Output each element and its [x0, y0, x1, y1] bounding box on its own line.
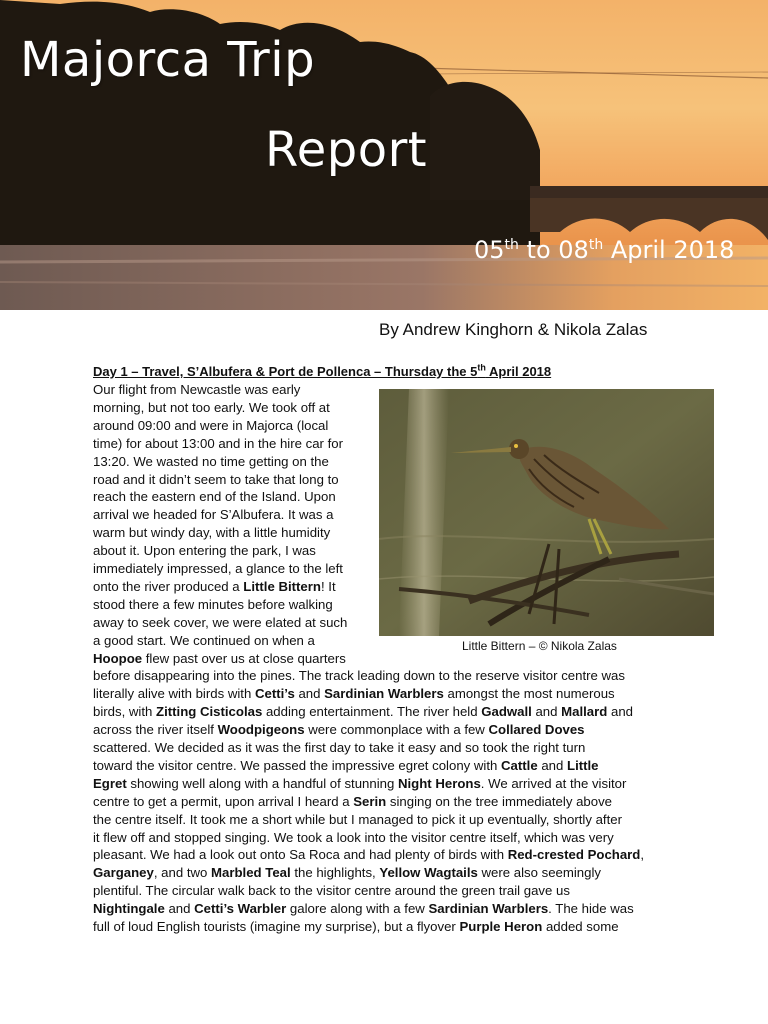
bird-species-name: Zitting Cisticolas [156, 704, 263, 720]
bird-species-name: Cattle [501, 757, 538, 773]
report-title-line2: Report [265, 122, 428, 178]
body-text-line [93, 811, 622, 829]
body-text-line [93, 685, 615, 703]
body-text-run: and [607, 704, 633, 720]
body-text-run: pleasant. We had a look out onto Sa Roca and had plenty of birds with [93, 847, 508, 863]
bird-species-name: Gadwall [481, 704, 532, 720]
body-text-run: morning, but not too early. We took off at [93, 399, 330, 415]
body-text-run: , and two [153, 865, 212, 881]
bird-species-name: Sardinian Warblers [428, 901, 549, 917]
body-text-line [93, 864, 601, 882]
body-text-run: adding entertainment. The river held [262, 704, 482, 720]
trip-dates: 05th to 08th April 2018 [474, 236, 735, 264]
header-banner-photo [0, 0, 768, 310]
author-byline: By Andrew Kinghorn & Nikola Zalas [379, 320, 648, 339]
body-text-line [93, 739, 585, 757]
body-text-run: birds, with [93, 704, 157, 720]
body-text-run: time) for about 13:00 and in the hire car for [93, 435, 343, 451]
body-text-line [93, 453, 329, 471]
body-text-line [93, 542, 316, 560]
body-text-run: , [640, 847, 645, 863]
body-text-line [93, 900, 634, 918]
body-text-line [93, 596, 333, 614]
body-text-line [93, 829, 614, 847]
body-text-line [93, 632, 315, 650]
body-text-run: Our flight from Newcastle was early [93, 382, 301, 397]
bird-species-name: Little [567, 757, 599, 773]
bird-species-name: Night Herons [397, 775, 481, 791]
bird-species-name: Hoopoe [93, 650, 143, 666]
body-text-run: the highlights, [290, 865, 380, 881]
body-text-run: galore along with a few [286, 901, 429, 917]
body-text-run: around 09:00 and were in Majorca (local [93, 417, 329, 433]
body-text-run: added some [542, 919, 619, 934]
body-text-run: were also seemingly [477, 865, 601, 881]
body-text-line [93, 560, 343, 578]
body-text-run: it flew off and stopped singing. We took a look into the visitor centre itself, which was very [93, 829, 614, 845]
bird-species-name: Little Bittern [243, 578, 321, 594]
body-text-run: the centre itself. It took me a short while but I managed to pick it up eventually, shortly after [93, 811, 622, 827]
body-text-line [93, 417, 328, 435]
body-text-line [93, 399, 330, 417]
body-text-line [93, 650, 346, 668]
body-text-run: showing well along with a handful of stunning [126, 775, 398, 791]
body-text-run: 13:20. We wasted no time getting on the [93, 453, 329, 469]
body-text-run: flew past over us at close quarters [142, 650, 346, 666]
body-text-line [93, 793, 612, 811]
body-text-run: immediately impressed, a glance to the left [93, 561, 343, 576]
body-text-run: plentiful. The circular walk back to the visitor centre around the green trail gave us [93, 883, 570, 899]
bird-species-name: Serin [353, 793, 387, 809]
body-text-run: a good start. We continued on when a [93, 632, 315, 648]
body-text-run: . The hide was [548, 901, 634, 917]
body-text-run: . We arrived at the visitor [480, 775, 627, 791]
body-text-run: stood there a few minutes before walking [93, 596, 333, 612]
body-text-line [93, 757, 599, 775]
body-text-line [93, 703, 633, 721]
bird-species-name: Cetti’s Warbler [194, 901, 287, 917]
body-text-run: road and it didn’t seem to take that long to [93, 471, 339, 487]
bird-species-name: Collared Doves [488, 722, 585, 738]
body-text-line [93, 524, 330, 542]
body-text-run: reach the eastern end of the Island. Upon [93, 489, 336, 505]
body-text-run: and [537, 757, 568, 773]
bird-species-name: Egret [93, 775, 127, 791]
body-text-line [93, 578, 336, 596]
body-text-line [93, 667, 625, 685]
bird-species-name: Marbled Teal [211, 865, 291, 881]
body-text-run: were commonplace with a few [304, 722, 489, 738]
body-text-line [93, 381, 300, 399]
bird-species-name: Cetti’s [254, 686, 295, 702]
body-text-line [93, 471, 339, 489]
report-title-line1: Majorca Trip [20, 32, 316, 88]
bird-species-name: Purple Heron [459, 919, 543, 934]
body-text-run: scattered. We decided as it was the first day to take it easy and so took the right turn [93, 740, 586, 755]
bird-species-name: Mallard [561, 704, 608, 720]
body-text-run: onto the river produced a [93, 578, 244, 594]
bird-species-name: Nightingale [93, 901, 165, 917]
body-text-line [93, 721, 585, 739]
body-text-line [93, 488, 336, 506]
body-text-run: arrival we headed for S’Albufera. It was a [93, 507, 334, 523]
body-text-run: across the river itself [93, 722, 218, 738]
body-text-run: before disappearing into the pines. The track leading down to the reserve visitor centre was [93, 668, 625, 684]
body-text-run: and [531, 704, 562, 720]
body-text-line [93, 506, 333, 524]
body-text-line [93, 846, 644, 864]
photo-caption: Little Bittern – © Nikola Zalas [462, 639, 617, 653]
body-text-line [93, 775, 626, 793]
day1-heading: Day 1 – Travel, S’Albufera & Port de Pollenca – Thursday the 5th April 2018 [93, 362, 552, 379]
bird-species-name: Sardinian Warblers [324, 686, 444, 702]
body-text-line [93, 435, 343, 453]
body-text-line [93, 918, 619, 936]
bird-species-name: Woodpigeons [217, 722, 305, 738]
body-text-run: warm but windy day, with a little humidity [93, 525, 331, 541]
body-text-run: literally alive with birds with [93, 686, 255, 702]
body-text-line [93, 882, 570, 900]
body-text-run: full of loud English tourists (imagine my surprise), but a flyover [93, 919, 460, 934]
body-text-run: singing on the tree immediately above [386, 793, 613, 809]
body-text-run: toward the visitor centre. We passed the impressive egret colony with [93, 757, 502, 773]
body-text-run: away to seek cover, we were elated at such [93, 614, 348, 630]
body-text-run: and [294, 686, 325, 702]
body-text-run: centre to get a permit, upon arrival I heard a [93, 793, 354, 809]
body-text-run: ! It [320, 578, 336, 594]
body-text-run: amongst the most numerous [443, 686, 615, 702]
body-text-run: and [164, 901, 195, 917]
body-text-line [93, 614, 347, 632]
body-text-run: about it. Upon entering the park, I was [93, 543, 316, 559]
bird-species-name: Garganey [93, 865, 154, 881]
bird-on-branch-image [379, 389, 714, 636]
bird-species-name: Red-crested Pochard [507, 847, 641, 863]
little-bittern-photo [379, 389, 714, 636]
bird-species-name: Yellow Wagtails [379, 865, 478, 881]
